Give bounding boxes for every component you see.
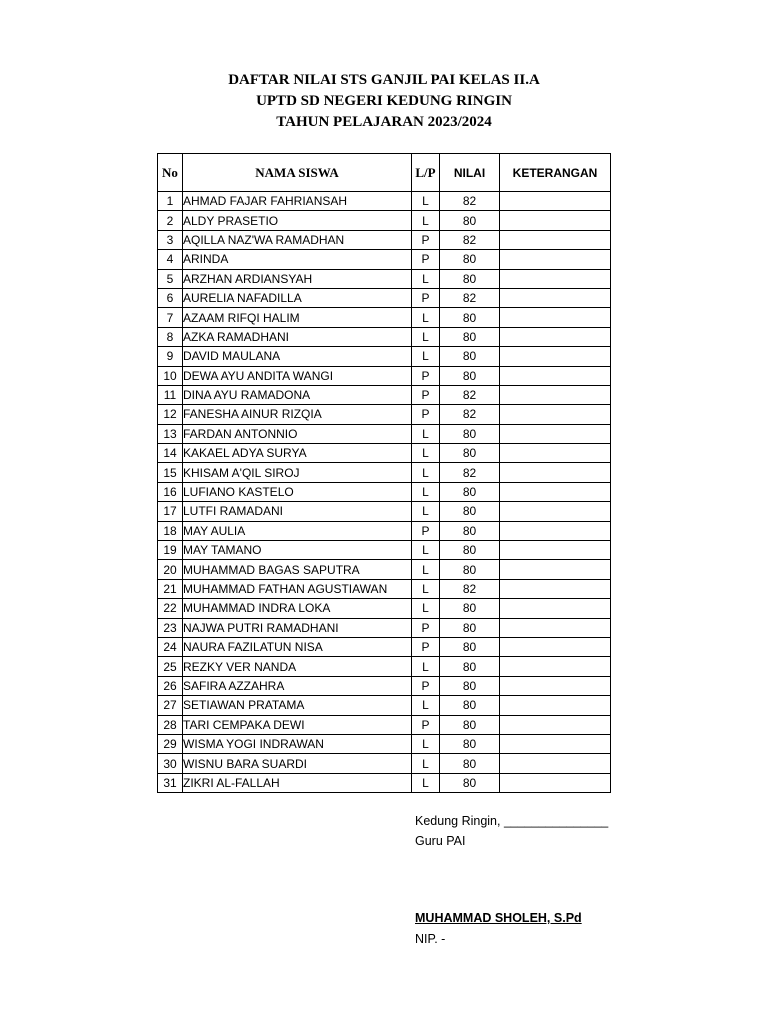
cell-no: 12: [158, 405, 183, 424]
cell-student-name: KHISAM A'QIL SIROJ: [183, 463, 412, 482]
cell-no: 6: [158, 288, 183, 307]
cell-score: 82: [440, 385, 500, 404]
cell-gender: P: [412, 521, 440, 540]
cell-gender: L: [412, 599, 440, 618]
cell-score: 80: [440, 657, 500, 676]
cell-score: 80: [440, 366, 500, 385]
table-row: [158, 618, 611, 637]
table-row: [158, 579, 611, 598]
cell-score: 80: [440, 560, 500, 579]
cell-no: 20: [158, 560, 183, 579]
cell-score: 82: [440, 288, 500, 307]
table-row: [158, 444, 611, 463]
cell-student-name: ZIKRI AL-FALLAH: [183, 773, 412, 792]
cell-score: 80: [440, 424, 500, 443]
cell-no: 11: [158, 385, 183, 404]
table-row: [158, 211, 611, 230]
cell-no: 21: [158, 579, 183, 598]
cell-no: 13: [158, 424, 183, 443]
cell-no: 10: [158, 366, 183, 385]
cell-score: 82: [440, 405, 500, 424]
header-gender: L/P: [412, 154, 440, 192]
cell-gender: L: [412, 192, 440, 211]
cell-student-name: MUHAMMAD INDRA LOKA: [183, 599, 412, 618]
cell-student-name: KAKAEL ADYA SURYA: [183, 444, 412, 463]
title-line-1: DAFTAR NILAI STS GANJIL PAI KELAS II.A: [228, 72, 540, 88]
cell-gender: P: [412, 230, 440, 249]
cell-note: [500, 637, 611, 656]
table-row: [158, 696, 611, 715]
cell-student-name: DINA AYU RAMADONA: [183, 385, 412, 404]
cell-gender: P: [412, 676, 440, 695]
table-row: [158, 599, 611, 618]
cell-score: 80: [440, 715, 500, 734]
cell-gender: L: [412, 696, 440, 715]
cell-student-name: WISNU BARA SUARDI: [183, 754, 412, 773]
cell-score: 80: [440, 773, 500, 792]
cell-student-name: MAY TAMANO: [183, 541, 412, 560]
cell-no: 5: [158, 269, 183, 288]
cell-student-name: MUHAMMAD FATHAN AGUSTIAWAN: [183, 579, 412, 598]
cell-student-name: NAURA FAZILATUN NISA: [183, 637, 412, 656]
cell-gender: P: [412, 405, 440, 424]
cell-score: 80: [440, 541, 500, 560]
cell-note: [500, 579, 611, 598]
cell-student-name: AURELIA NAFADILLA: [183, 288, 412, 307]
table-header-row: [158, 154, 611, 192]
cell-score: 82: [440, 579, 500, 598]
cell-gender: P: [412, 715, 440, 734]
cell-score: 80: [440, 250, 500, 269]
cell-student-name: LUFIANO KASTELO: [183, 482, 412, 501]
cell-gender: P: [412, 250, 440, 269]
table-row: [158, 385, 611, 404]
cell-student-name: AZAAM RIFQI HALIM: [183, 308, 412, 327]
cell-note: [500, 366, 611, 385]
cell-no: 30: [158, 754, 183, 773]
table-row: [158, 308, 611, 327]
cell-gender: L: [412, 541, 440, 560]
cell-no: 31: [158, 773, 183, 792]
table-row: [158, 637, 611, 656]
cell-no: 2: [158, 211, 183, 230]
cell-note: [500, 250, 611, 269]
cell-note: [500, 211, 611, 230]
cell-no: 3: [158, 230, 183, 249]
cell-student-name: REZKY VER NANDA: [183, 657, 412, 676]
cell-score: 80: [440, 444, 500, 463]
cell-note: [500, 521, 611, 540]
table-row: [158, 230, 611, 249]
place-date: Kedung Ringin, _______________: [415, 814, 609, 828]
cell-student-name: DEWA AYU ANDITA WANGI: [183, 366, 412, 385]
cell-gender: L: [412, 560, 440, 579]
header-no: No: [158, 154, 183, 192]
cell-score: 80: [440, 347, 500, 366]
cell-note: [500, 773, 611, 792]
cell-gender: L: [412, 347, 440, 366]
title-line-2: UPTD SD NEGERI KEDUNG RINGIN: [256, 93, 512, 109]
cell-no: 28: [158, 715, 183, 734]
table-row: [158, 424, 611, 443]
cell-note: [500, 385, 611, 404]
cell-note: [500, 715, 611, 734]
cell-no: 14: [158, 444, 183, 463]
cell-student-name: TARI CEMPAKA DEWI: [183, 715, 412, 734]
table-row: [158, 734, 611, 753]
cell-no: 22: [158, 599, 183, 618]
cell-score: 80: [440, 734, 500, 753]
cell-gender: L: [412, 424, 440, 443]
cell-score: 82: [440, 230, 500, 249]
teacher-role: Guru PAI: [415, 834, 466, 848]
table-row: [158, 560, 611, 579]
cell-student-name: NAJWA PUTRI RAMADHANI: [183, 618, 412, 637]
cell-no: 25: [158, 657, 183, 676]
cell-student-name: AQILLA NAZ'WA RAMADHAN: [183, 230, 412, 249]
cell-gender: P: [412, 637, 440, 656]
table-row: [158, 773, 611, 792]
table-row: [158, 463, 611, 482]
cell-note: [500, 424, 611, 443]
cell-note: [500, 560, 611, 579]
cell-note: [500, 676, 611, 695]
cell-gender: L: [412, 754, 440, 773]
cell-student-name: WISMA YOGI INDRAWAN: [183, 734, 412, 753]
table-row: [158, 502, 611, 521]
cell-score: 80: [440, 637, 500, 656]
header-name: NAMA SISWA: [183, 154, 412, 192]
cell-gender: P: [412, 288, 440, 307]
table-row: [158, 269, 611, 288]
cell-student-name: FARDAN ANTONNIO: [183, 424, 412, 443]
cell-student-name: MAY AULIA: [183, 521, 412, 540]
teacher-name: MUHAMMAD SHOLEH, S.Pd: [415, 911, 582, 925]
cell-student-name: MUHAMMAD BAGAS SAPUTRA: [183, 560, 412, 579]
cell-student-name: DAVID MAULANA: [183, 347, 412, 366]
cell-note: [500, 502, 611, 521]
header-score: NILAI: [440, 154, 500, 192]
cell-score: 80: [440, 327, 500, 346]
cell-note: [500, 192, 611, 211]
table-row: [158, 521, 611, 540]
table-row: [158, 657, 611, 676]
cell-note: [500, 230, 611, 249]
cell-score: 80: [440, 502, 500, 521]
cell-score: 80: [440, 521, 500, 540]
cell-no: 8: [158, 327, 183, 346]
cell-gender: L: [412, 734, 440, 753]
cell-gender: L: [412, 463, 440, 482]
title-line-3: TAHUN PELAJARAN 2023/2024: [276, 114, 492, 130]
cell-gender: L: [412, 308, 440, 327]
cell-no: 17: [158, 502, 183, 521]
cell-no: 26: [158, 676, 183, 695]
grades-table: [157, 153, 611, 793]
cell-note: [500, 754, 611, 773]
header-note: KETERANGAN: [500, 154, 611, 192]
cell-gender: L: [412, 444, 440, 463]
cell-student-name: AHMAD FAJAR FAHRIANSAH: [183, 192, 412, 211]
cell-no: 29: [158, 734, 183, 753]
table-row: [158, 192, 611, 211]
table-row: [158, 405, 611, 424]
cell-gender: L: [412, 579, 440, 598]
cell-student-name: SAFIRA AZZAHRA: [183, 676, 412, 695]
cell-note: [500, 327, 611, 346]
table-row: [158, 754, 611, 773]
teacher-nip: NIP. -: [415, 932, 446, 946]
cell-score: 80: [440, 696, 500, 715]
cell-gender: L: [412, 482, 440, 501]
cell-no: 4: [158, 250, 183, 269]
cell-no: 19: [158, 541, 183, 560]
cell-note: [500, 347, 611, 366]
cell-note: [500, 696, 611, 715]
cell-no: 23: [158, 618, 183, 637]
cell-note: [500, 599, 611, 618]
table-row: [158, 676, 611, 695]
cell-note: [500, 482, 611, 501]
cell-student-name: ALDY PRASETIO: [183, 211, 412, 230]
cell-score: 82: [440, 463, 500, 482]
table-row: [158, 541, 611, 560]
cell-gender: L: [412, 269, 440, 288]
table-row: [158, 347, 611, 366]
cell-note: [500, 734, 611, 753]
cell-score: 80: [440, 269, 500, 288]
table-row: [158, 250, 611, 269]
cell-note: [500, 308, 611, 327]
cell-no: 27: [158, 696, 183, 715]
cell-student-name: ARINDA: [183, 250, 412, 269]
table-row: [158, 715, 611, 734]
cell-score: 80: [440, 618, 500, 637]
cell-score: 80: [440, 754, 500, 773]
cell-gender: L: [412, 211, 440, 230]
cell-student-name: SETIAWAN PRATAMA: [183, 696, 412, 715]
cell-score: 80: [440, 211, 500, 230]
cell-note: [500, 657, 611, 676]
cell-score: 80: [440, 308, 500, 327]
cell-note: [500, 541, 611, 560]
cell-student-name: AZKA RAMADHANI: [183, 327, 412, 346]
cell-gender: L: [412, 657, 440, 676]
cell-no: 24: [158, 637, 183, 656]
cell-student-name: ARZHAN ARDIANSYAH: [183, 269, 412, 288]
cell-note: [500, 618, 611, 637]
cell-gender: L: [412, 327, 440, 346]
cell-note: [500, 405, 611, 424]
cell-no: 16: [158, 482, 183, 501]
cell-gender: P: [412, 618, 440, 637]
table-row: [158, 327, 611, 346]
cell-student-name: FANESHA AINUR RIZQIA: [183, 405, 412, 424]
cell-note: [500, 463, 611, 482]
cell-no: 9: [158, 347, 183, 366]
cell-gender: L: [412, 502, 440, 521]
document-title: [0, 70, 768, 133]
cell-note: [500, 288, 611, 307]
cell-gender: L: [412, 773, 440, 792]
cell-no: 1: [158, 192, 183, 211]
cell-score: 80: [440, 676, 500, 695]
cell-note: [500, 269, 611, 288]
table-row: [158, 482, 611, 501]
cell-score: 82: [440, 192, 500, 211]
cell-score: 80: [440, 482, 500, 501]
table-row: [158, 288, 611, 307]
cell-no: 7: [158, 308, 183, 327]
cell-gender: P: [412, 366, 440, 385]
cell-student-name: LUTFI RAMADANI: [183, 502, 412, 521]
cell-score: 80: [440, 599, 500, 618]
table-body: [158, 192, 611, 793]
cell-no: 18: [158, 521, 183, 540]
cell-note: [500, 444, 611, 463]
cell-gender: P: [412, 385, 440, 404]
cell-no: 15: [158, 463, 183, 482]
table-row: [158, 366, 611, 385]
